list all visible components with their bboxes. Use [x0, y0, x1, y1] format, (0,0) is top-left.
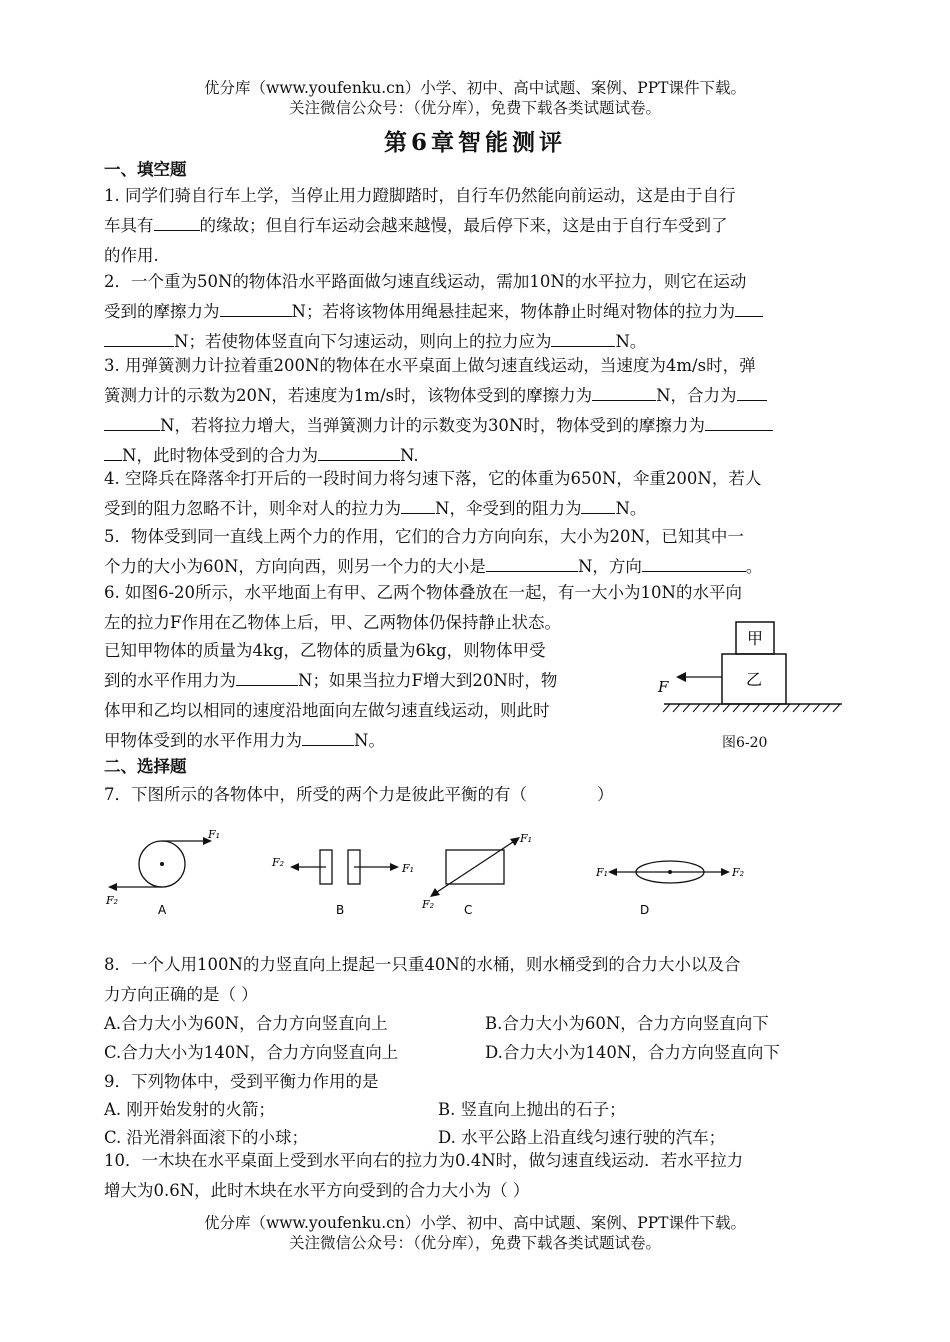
q3-line-1: 3. 用弹簧测力计拉着重200N的物体在水平桌面上做匀速直线运动，当速度为4m/s时，弹	[104, 356, 756, 375]
q5-text-4: 。	[745, 557, 763, 576]
force-f-arrowhead	[676, 672, 686, 682]
q4-line-1: 4. 空降兵在降落伞打开后的一段时间力将匀速下落，它的体重为650N，伞重200N，若人	[104, 469, 762, 488]
question-6-body	[104, 636, 639, 756]
q8-option-a[interactable]: A.合力大小为60N，合力方向竖直向上	[104, 1014, 388, 1033]
q8-option-d[interactable]: D.合力大小为140N，合力方向竖直向下	[485, 1043, 780, 1062]
q4-text-3: N，伞受到的阻力为	[435, 499, 582, 518]
q2-text-4: N；若使物体竖直向下匀速运动，则向上的拉力应为	[174, 332, 552, 351]
force-f-label: F	[658, 678, 669, 696]
question-7	[104, 781, 614, 805]
q3-blank-2b[interactable]	[104, 412, 160, 431]
q6-text-5: N；如果当拉力F增大到20N时，物	[298, 671, 558, 690]
q7-figures	[100, 822, 750, 922]
q6-blank-1[interactable]	[236, 667, 298, 686]
q6-text-4: 到的水平作用力为	[104, 671, 236, 690]
q4-text-2: 受到的阻力忽略不计，则伞对人的拉力为	[104, 499, 401, 518]
q5-blank-2[interactable]	[642, 553, 746, 572]
footer-line-2: 关注微信公众号：（优分库），免费下载各类试题试卷。	[288, 1234, 661, 1252]
q3-blank-1[interactable]	[592, 382, 656, 401]
q5-text-3: N，方向	[577, 557, 642, 576]
q7-label-d: D	[640, 903, 650, 917]
question-2	[104, 267, 848, 357]
q7-c-f1-label: F₁	[520, 832, 533, 845]
q2-line-1: 2．一个重为50N的物体沿水平路面做匀速直线运动，需加10N的水平拉力，则它在运动	[104, 272, 747, 291]
q2-text-5: N。	[615, 332, 647, 351]
q2-blank-1[interactable]	[220, 298, 292, 317]
q3-text-5: N，此时物体受到的合力为	[122, 446, 318, 465]
q6-line-6: 体甲和乙均以相同的速度沿地面向左做匀速直线运动，则此时	[104, 701, 550, 720]
q7-label-c: C	[464, 903, 473, 917]
q8-option-b[interactable]: B.合力大小为60N，合力方向竖直向下	[485, 1014, 769, 1033]
question-9: 9．下列物体中，受到平衡力作用的是	[104, 1072, 379, 1091]
q9-option-b[interactable]: B. 竖直向上抛出的石子；	[438, 1100, 626, 1119]
q3-blank-3b[interactable]	[104, 442, 122, 461]
ground-hatching	[663, 704, 840, 712]
q7-figure-a	[105, 828, 220, 917]
question-10	[104, 1146, 848, 1206]
q1-text-4: 的作用.	[104, 246, 159, 265]
q5-line-1: 5．物体受到同一直线上两个力的作用，它们的合力方向向东，大小为20N，已知其中一	[104, 527, 744, 546]
header-line-1: 优分库（www.youfenku.cn）小学、初中、高中试题、案例、PPT课件下载。	[203, 79, 747, 97]
q9-option-a[interactable]: A. 刚开始发射的火箭；	[104, 1100, 275, 1119]
q5-blank-1[interactable]	[486, 553, 578, 572]
question-4	[104, 464, 848, 524]
q7-figure-c	[421, 832, 532, 917]
q1-line-1: 1. 同学们骑自行车上学，当停止用力蹬脚踏时，自行车仍然能向前运动，这是由于自行	[104, 186, 736, 205]
block-jia-label: 甲	[746, 629, 764, 648]
q7-figure-b	[271, 850, 414, 917]
q3-text-3: N，合力为	[656, 386, 737, 405]
q10-line-2: 增大为0.6N，此时木块在水平方向受到的合力大小为（ ）	[104, 1181, 530, 1200]
header-line-2: 关注微信公众号：（优分库），免费下载各类试题试卷。	[288, 99, 661, 117]
q8-option-c[interactable]: C.合力大小为140N，合力方向竖直向上	[104, 1043, 399, 1062]
q6-line-2: 左的拉力F作用在乙物体上后，甲、乙两物体仍保持静止状态。	[104, 613, 561, 632]
q3-blank-3[interactable]	[705, 412, 773, 431]
q7-a-f2-label: F₂	[106, 894, 119, 907]
q3-blank-2[interactable]	[737, 382, 767, 401]
q7-b-f2-label: F₂	[272, 856, 285, 869]
question-3	[104, 351, 848, 471]
section-heading-fill-blank: 一、填空题	[104, 160, 187, 179]
question-8	[104, 950, 848, 1010]
q7-d-f1-label: F₁	[596, 866, 609, 879]
q7-b-f1-label: F₁	[402, 862, 415, 875]
q2-text-2: 受到的摩擦力为	[104, 302, 220, 321]
q6-blank-2[interactable]	[302, 727, 354, 746]
question-1	[104, 181, 848, 271]
q7-text: 7．下图所示的各物体中，所受的两个力是彼此平衡的有（	[104, 785, 527, 804]
q2-blank-3[interactable]	[551, 328, 615, 347]
q7-label-a: A	[158, 903, 167, 917]
q2-text-3: N；若将该物体用绳悬挂起来，物体静止时绳对物体的拉力为	[291, 302, 735, 321]
section-heading-choice: 二、选择题	[104, 757, 187, 776]
q1-text-3: 的缘故；但自行车运动会越来越慢，最后停下来，这是由于自行车受到了	[199, 216, 728, 235]
q2-blank-2[interactable]	[735, 298, 763, 317]
q6-text-7: 甲物体受到的水平作用力为	[104, 731, 302, 750]
q6-line-1: 6. 如图6-20所示，水平地面上有甲、乙两个物体叠放在一起，有一大小为10N的水平向	[104, 583, 742, 602]
q1-blank-1[interactable]	[154, 212, 200, 231]
block-yi-label: 乙	[745, 670, 763, 689]
q9-option-d[interactable]: D. 水平公路上沿直线匀速行驶的汽车；	[438, 1128, 726, 1147]
q4-text-4: N。	[615, 499, 647, 518]
q7-d-f2-label: F₂	[732, 866, 745, 879]
q6-line-3: 已知甲物体的质量为4kg，乙物体的质量为6kg，则物体甲受	[104, 641, 546, 660]
q8-line-1: 8．一个人用100N的力竖直向上提起一只重40N的水桶，则水桶受到的合力大小以及合	[104, 955, 741, 974]
q3-text-6: N.	[399, 446, 419, 465]
q4-blank-1[interactable]	[401, 495, 435, 514]
q9-option-c[interactable]: C. 沿光滑斜面滚下的小球；	[104, 1128, 309, 1147]
figure-6-20	[656, 620, 846, 720]
figure-6-20-caption: 图6-20	[722, 735, 768, 751]
q10-line-1: 10．一木块在水平桌面上受到水平向右的拉力为0.4N时，做匀速直线运动．若水平拉力	[104, 1151, 744, 1170]
q7-label-b: B	[336, 903, 345, 917]
q7-figure-d	[595, 861, 744, 917]
q3-text-4: N，若将拉力增大，当弹簧测力计的示数变为30N时，物体受到的摩擦力为	[160, 416, 705, 435]
q2-blank-2b[interactable]	[104, 328, 174, 347]
q4-blank-2[interactable]	[581, 495, 615, 514]
footer-line-1: 优分库（www.youfenku.cn）小学、初中、高中试题、案例、PPT课件下载。	[203, 1214, 747, 1232]
q1-text-2: 车具有	[104, 216, 154, 235]
q6-text-8: N。	[354, 731, 385, 750]
q5-text-2: 个力的大小为60N，方向向西，则另一个力的大小是	[104, 557, 486, 576]
q3-text-2: 簧测力计的示数为20N，若速度为1m/s时，该物体受到的摩擦力为	[104, 386, 593, 405]
page-title: 第6章智能测评	[383, 129, 566, 156]
q3-blank-4[interactable]	[318, 442, 400, 461]
q8-line-2: 力方向正确的是（ ）	[104, 985, 258, 1004]
q7-a-f1-label: F₁	[208, 828, 221, 841]
question-5	[104, 522, 848, 582]
q7-c-f2-label: F₂	[422, 898, 435, 911]
q7-close: ）	[597, 785, 614, 804]
